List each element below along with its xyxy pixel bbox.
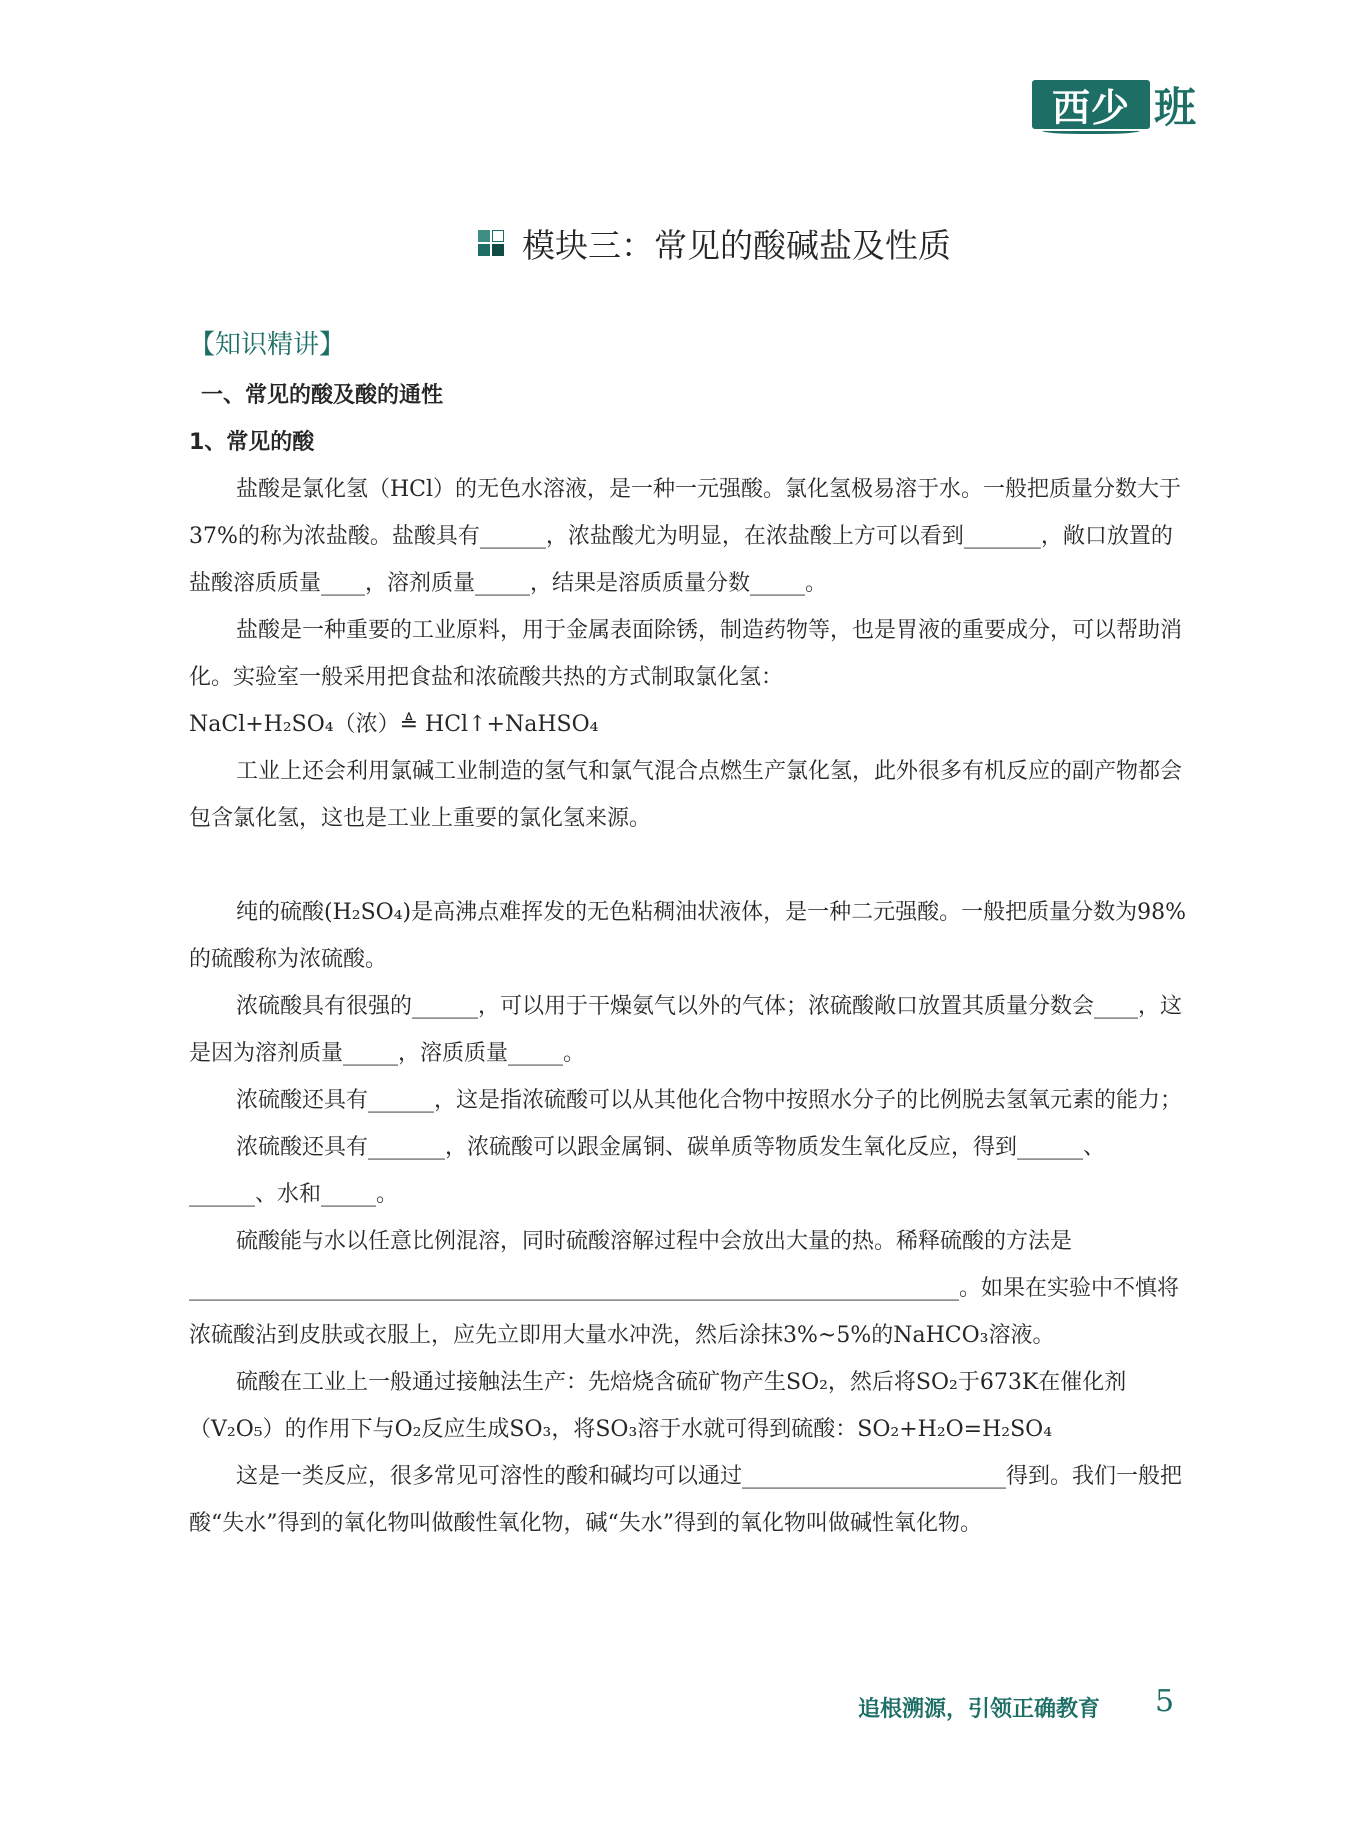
paragraph-h2so4-intro: 纯的硫酸(H₂SO₄)是高沸点难挥发的无色粘稠油状液体，是一种二元强酸。一般把质量分数为98%的硫酸称为浓硫酸。 (189, 900, 1186, 972)
logo (1032, 80, 1197, 132)
module-title-text: 模块三：常见的酸碱盐及性质 (522, 226, 951, 265)
spacer (189, 842, 1189, 889)
equation-hcl: NaCl+H₂SO₄（浓）≜ HCl↑+NaHSO₄ (189, 712, 599, 737)
paragraph-h2so4-industry: 硫酸在工业上一般通过接触法生产：先焙烧含硫矿物产生SO₂，然后将SO₂于673K在催化剂（V₂O₅）的作用下与O₂反应生成SO₃，将SO₃溶于水就可得到硫酸：SO₂+H₂O=H₂SO₄ (189, 1370, 1127, 1442)
page-number: 5 (1155, 1684, 1175, 1719)
paragraph-h2so4-dilute: 硫酸能与水以任意比例混溶，同时硫酸溶解过程中会放出大量的热。稀释硫酸的方法是______________________________________________________________________。如果在实验中不慎将浓硫酸沾到皮肤或衣服上，应先立即用大量水冲洗，然后涂抹3%~5%的NaHCO₃溶液。 (189, 1229, 1180, 1348)
paragraph-h2so4-absorb: 浓硫酸具有很强的______，可以用于干燥氨气以外的气体；浓硫酸敞口放置其质量分数会____，这是因为溶剂质量_____，溶质质量_____。 (189, 994, 1183, 1066)
heading-2: 1、常见的酸 (189, 430, 315, 455)
section-head: 【知识精讲】 (189, 330, 346, 360)
paragraph-h2so4-oxidize: 浓硫酸还具有_______，浓硫酸可以跟金属铜、碳单质等物质发生氧化反应，得到______、______、水和_____。 (189, 1135, 1106, 1207)
paragraph-hcl-intro: 盐酸是氯化氢（HCl）的无色水溶液，是一种一元强酸。氯化氢极易溶于水。一般把质量分数大于37%的称为浓盐酸。盐酸具有______，浓盐酸尤为明显，在浓盐酸上方可以看到_______，敞口放置的盐酸溶质质量____，溶剂质量_____，结果是溶质质量分数_____。 (189, 477, 1182, 596)
document-body (189, 320, 1189, 1547)
squares-icon (478, 230, 506, 258)
paragraph-hcl-industry: 工业上还会利用氯碱工业制造的氢气和氯气混合点燃生产氯化氢，此外很多有机反应的副产物都会包含氯化氢，这也是工业上重要的氯化氢来源。 (189, 759, 1183, 831)
logo-box: 西少 (1032, 80, 1150, 129)
paragraph-h2so4-dehydrate: 浓硫酸还具有______，这是指浓硫酸可以从其他化合物中按照水分子的比例脱去氢氧元素的能力； (236, 1088, 1183, 1113)
paragraph-oxides: 这是一类反应，很多常见可溶性的酸和碱均可以通过________________________得到。我们一般把酸“失水”得到的氧化物叫做酸性氧化物，碱“失水”得到的氧化物叫做碱性氧化物。 (189, 1464, 1183, 1536)
module-title (478, 220, 951, 267)
heading-1: 一、常见的酸及酸的通性 (201, 383, 444, 408)
logo-tail: 班 (1154, 82, 1197, 132)
paragraph-hcl-use: 盐酸是一种重要的工业原料，用于金属表面除锈，制造药物等，也是胃液的重要成分，可以帮助消化。实验室一般采用把食盐和浓硫酸共热的方式制取氯化氢： (189, 618, 1183, 690)
footer-slogan: 追根溯源，引领正确教育 (858, 1697, 1101, 1722)
